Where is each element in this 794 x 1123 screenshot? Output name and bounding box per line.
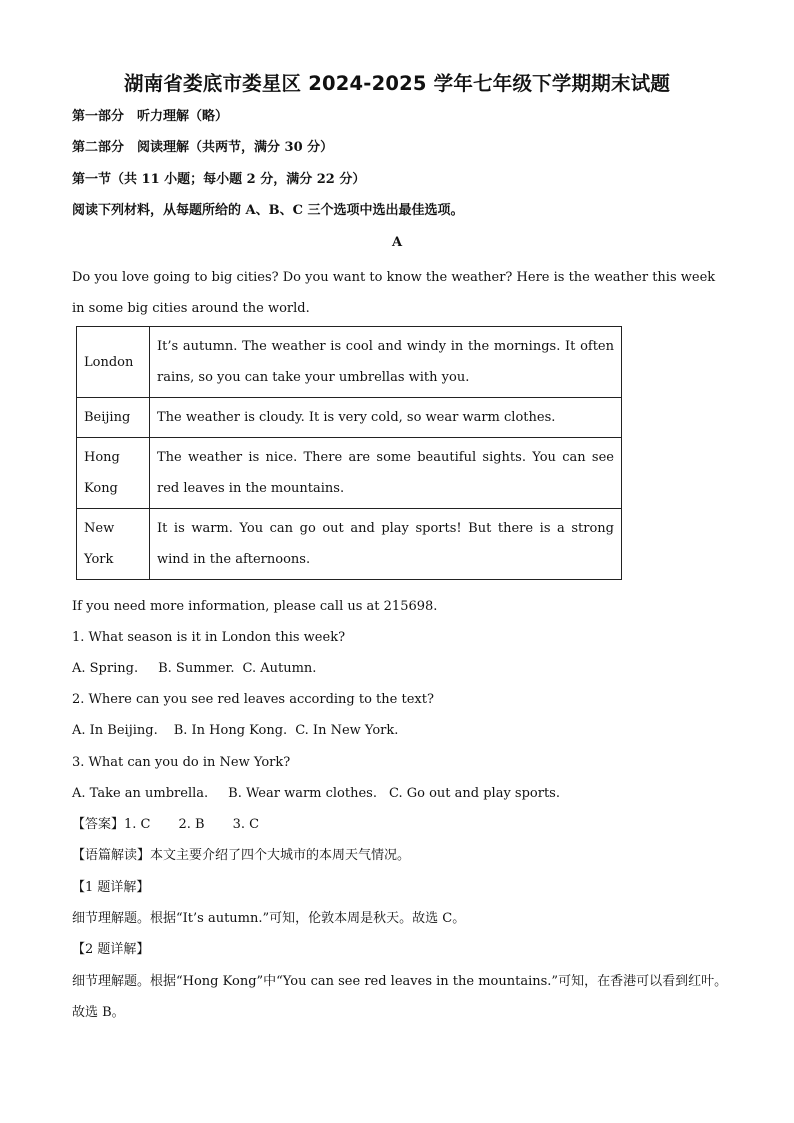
question-2-options bbox=[72, 722, 732, 740]
page-title: 湖南省娄底市娄星区 2024-2025 学年七年级下学期期末试题 bbox=[123, 72, 671, 95]
option-a: A. Take an umbrella. bbox=[72, 786, 209, 801]
answer-label: 【答案】 bbox=[72, 817, 125, 832]
option-a: A. Spring. bbox=[72, 661, 139, 676]
city-cell: Beijing bbox=[77, 398, 150, 438]
table-row bbox=[77, 398, 622, 438]
option-a: A. In Beijing. bbox=[72, 723, 158, 738]
weather-desc-cell: It is warm. You can go out and play sports! But there is a strong wind in the afternoons. bbox=[150, 509, 622, 580]
q1-detail-title: 【1 题详解】 bbox=[72, 880, 150, 895]
analysis-line: 【语篇解读】本文主要介绍了四个大城市的本周天气情况。 bbox=[72, 848, 411, 863]
question-1: 1. What season is it in London this week? bbox=[72, 630, 346, 645]
part1-heading: 第一部分 听力理解（略） bbox=[72, 109, 229, 124]
option-c: C. Go out and play sports. bbox=[388, 786, 560, 801]
option-b: B. In Hong Kong. bbox=[173, 723, 288, 738]
option-c: C. Autumn. bbox=[242, 661, 317, 676]
passage-intro: Do you love going to big cities? Do you want to know the weather? Here is the weather this week in some big cities around the world. bbox=[72, 270, 716, 316]
answer-item: 2. B bbox=[178, 817, 205, 832]
option-b: B. Wear warm clothes. bbox=[228, 786, 377, 801]
option-b: B. Summer. bbox=[158, 661, 235, 676]
passage-label: A bbox=[391, 235, 403, 250]
q2-detail-title: 【2 题详解】 bbox=[72, 942, 150, 957]
city-cell: New York bbox=[77, 509, 150, 580]
answer-item: 1. C bbox=[124, 817, 151, 832]
option-c: C. In New York. bbox=[295, 723, 399, 738]
table-row bbox=[77, 509, 622, 580]
q2-detail: 细节理解题。根据“Hong Kong”中“You can see red leaves in the mountains.”可知，在香港可以看到红叶。故选 B。 bbox=[72, 974, 728, 1020]
answer-line bbox=[72, 816, 732, 834]
answer-item: 3. C bbox=[232, 817, 260, 832]
weather-table bbox=[76, 326, 622, 580]
weather-desc-cell: The weather is nice. There are some beautiful sights. You can see red leaves in the mountains. bbox=[150, 438, 622, 509]
section1-heading: 第一节（共 11 小题；每小题 2 分，满分 22 分） bbox=[72, 172, 366, 187]
contact-line: If you need more information, please call us at 215698. bbox=[72, 599, 438, 614]
q1-detail: 细节理解题。根据“It’s autumn.”可知，伦敦本周是秋天。故选 C。 bbox=[72, 911, 466, 926]
question-3: 3. What can you do in New York? bbox=[72, 755, 291, 770]
instruction-text: 阅读下列材料，从每题所给的 A、B、C 三个选项中选出最佳选项。 bbox=[72, 203, 464, 218]
city-cell: Hong Kong bbox=[77, 438, 150, 509]
question-3-options bbox=[72, 785, 732, 803]
city-cell: London bbox=[77, 327, 150, 398]
part2-heading: 第二部分 阅读理解（共两节，满分 30 分） bbox=[72, 140, 334, 155]
weather-desc-cell: The weather is cloudy. It is very cold, so wear warm clothes. bbox=[150, 398, 622, 438]
weather-desc-cell: It’s autumn. The weather is cool and windy in the mornings. It often rains, so you can take your umbrellas with you. bbox=[150, 327, 622, 398]
table-row bbox=[77, 438, 622, 509]
table-row bbox=[77, 327, 622, 398]
question-1-options bbox=[72, 660, 732, 678]
question-2: 2. Where can you see red leaves according to the text? bbox=[72, 692, 434, 707]
